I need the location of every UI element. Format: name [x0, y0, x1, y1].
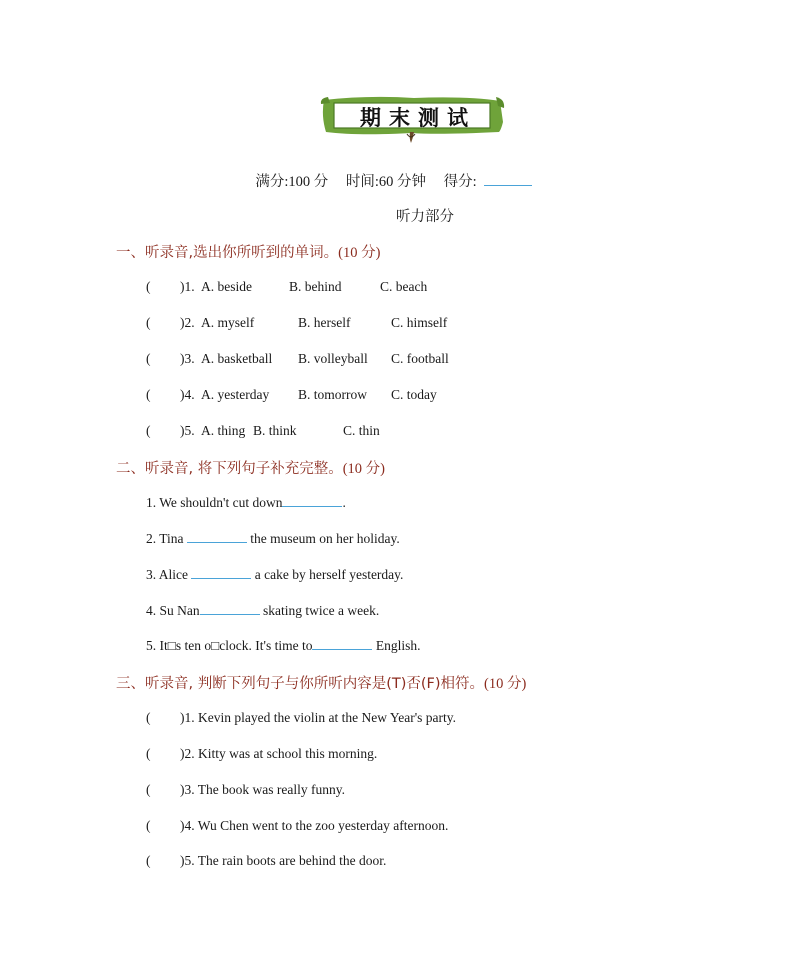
fill-blank[interactable]: [200, 602, 260, 615]
exam-title: 期末测试: [360, 106, 476, 130]
section-1-question-4: ( )4. A. yesterday B. tomorrow C. today: [146, 387, 437, 402]
section-1-question-3: ( )3. A. basketball B. volleyball C. football: [146, 351, 449, 366]
section-3-heading: 三、听录音, 判断下列句子与你所听内容是(T)否(F)相符。(10 分): [116, 676, 527, 692]
section-1-question-5: ( )5. A. thing B. think C. thin: [146, 423, 380, 438]
section-3-question-5: ( )5. The rain boots are behind the door.: [146, 853, 387, 868]
section-1-question-1: ( )1. A. beside B. behind C. beach: [146, 279, 428, 294]
section-3-question-2: ( )2. Kitty was at school this morning.: [146, 746, 378, 761]
time-limit: 时间:60 分钟: [345, 174, 427, 190]
section-2-question-2: 2. Tina the museum on her holiday.: [146, 531, 400, 546]
fill-blank[interactable]: [312, 637, 372, 650]
fill-blank[interactable]: [187, 530, 247, 543]
section-2-heading: 二、听录音, 将下列句子补充完整。(10 分): [116, 461, 386, 477]
exam-info-line: [0, 170, 794, 191]
section-2-question-3: 3. Alice a cake by herself yesterday.: [146, 567, 404, 582]
section-1-heading: 一、听录音,选出你所听到的单词。(10 分): [116, 245, 381, 261]
exam-title-badge: [318, 94, 506, 140]
section-3-question-3: ( )3. The book was really funny.: [146, 782, 345, 797]
score-label: 得分:: [443, 174, 477, 190]
section-3-question-4: ( )4. Wu Chen went to the zoo yesterday afternoon.: [146, 818, 449, 833]
full-score: 满分:100 分: [255, 174, 329, 190]
section-3-question-1: ( )1. Kevin played the violin at the New Year's party.: [146, 710, 456, 725]
fill-blank[interactable]: [282, 494, 342, 507]
fill-blank[interactable]: [191, 566, 251, 579]
section-1-question-2: ( )2. A. myself B. herself C. himself: [146, 315, 448, 330]
section-2-question-4: 4. Su Nan skating twice a week.: [146, 603, 380, 618]
section-2-question-1: 1. We shouldn't cut down .: [146, 495, 346, 510]
part-title: 听力部分: [396, 209, 454, 225]
score-field: [444, 174, 539, 190]
section-2-question-5: 5. It□s ten o□clock. It's time to English.: [146, 638, 421, 653]
score-blank[interactable]: [484, 171, 532, 186]
